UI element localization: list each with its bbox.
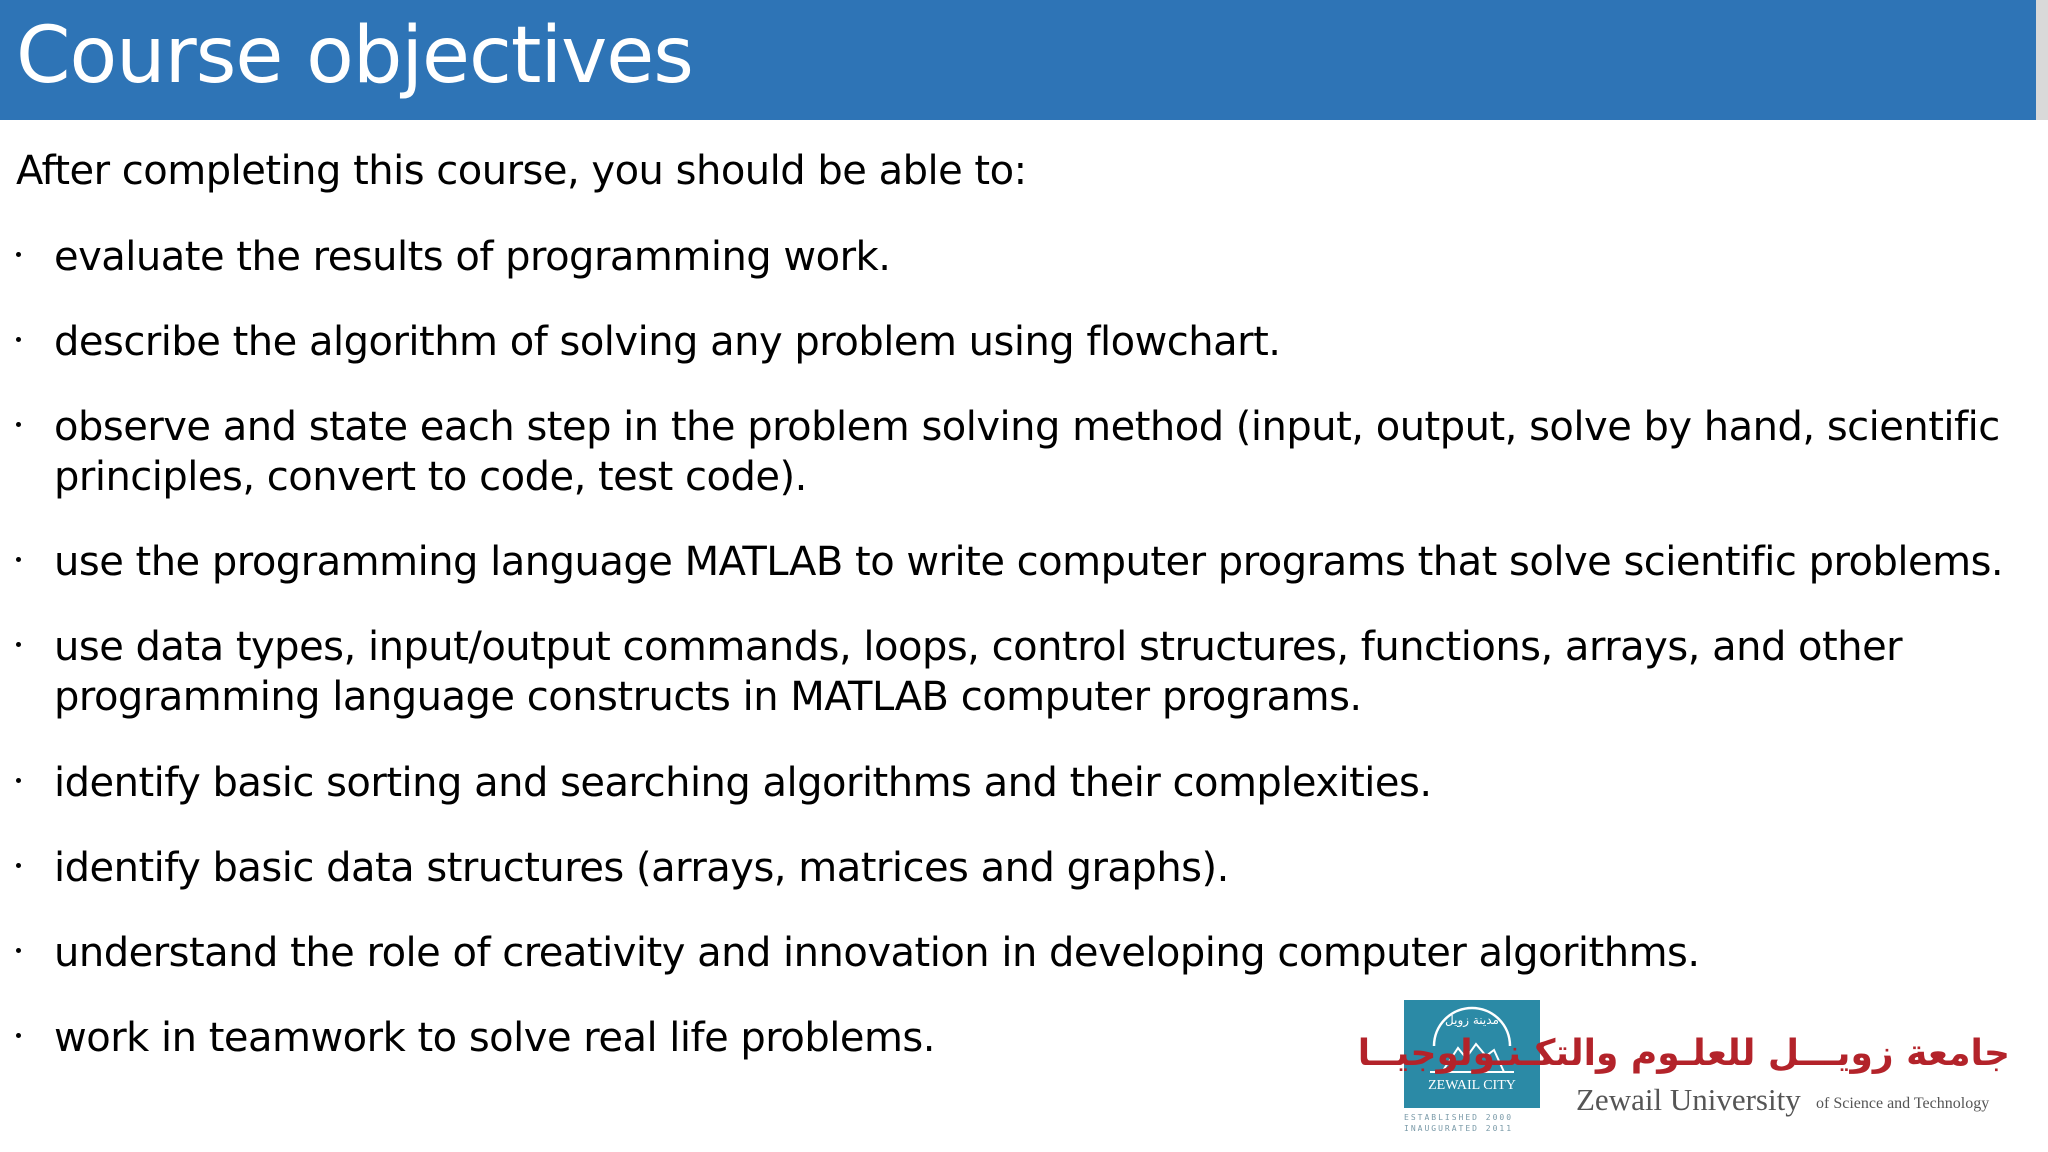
bullet-icon [16, 337, 21, 342]
zewail-city-name: ZEWAIL CITY [1428, 1078, 1516, 1093]
zewail-city-established: ESTABLISHED 2000 [1404, 1113, 1514, 1122]
zewail-city-dates [1404, 1112, 1540, 1134]
objective-text: use data types, input/output commands, loops, control structures, functions, arrays, and other programming language constructs in MATLAB computer programs. [54, 624, 1903, 720]
bullet-icon [16, 948, 21, 953]
objective-text: understand the role of creativity and innovation in developing computer algorithms. [54, 930, 1700, 976]
university-arabic-name: جامعة زويـــل للعلـوم والتكـنـولوجيــا [1357, 1033, 2010, 1074]
university-subtitle: of Science and Technology [1816, 1095, 1990, 1112]
bullet-icon [16, 863, 21, 868]
objective-text: describe the algorithm of solving any problem using flowchart. [54, 319, 1281, 365]
objective-text: evaluate the results of programming work. [54, 234, 891, 280]
objective-text: identify basic sorting and searching algorithms and their complexities. [54, 760, 1432, 806]
university-name: Zewail University [1576, 1082, 1801, 1117]
objective-text: use the programming language MATLAB to write computer programs that solve scientific problems. [54, 539, 2004, 585]
objective-text: work in teamwork to solve real life problems. [54, 1015, 935, 1061]
bullet-icon [16, 557, 21, 562]
title-bar [0, 0, 2048, 120]
bullet-icon [16, 1033, 21, 1038]
bullet-icon [16, 252, 21, 257]
slide-title: Course objectives [16, 11, 693, 101]
zewail-city-arabic: مدينة زويل [1445, 1013, 1499, 1027]
zewail-city-inaugurated: INAUGURATED 2011 [1404, 1124, 1514, 1133]
bullet-icon [16, 422, 21, 427]
logos-area [1357, 1000, 2020, 1140]
objective-text: identify basic data structures (arrays, matrices and graphs). [54, 845, 1229, 891]
objective-text: observe and state each step in the problem solving method (input, output, solve by hand, scientific principles, convert to code, test code). [54, 404, 2000, 500]
intro-text: After completing this course, you should be able to: [16, 148, 1027, 194]
bullet-icon [16, 778, 21, 783]
bullet-icon [16, 642, 21, 647]
